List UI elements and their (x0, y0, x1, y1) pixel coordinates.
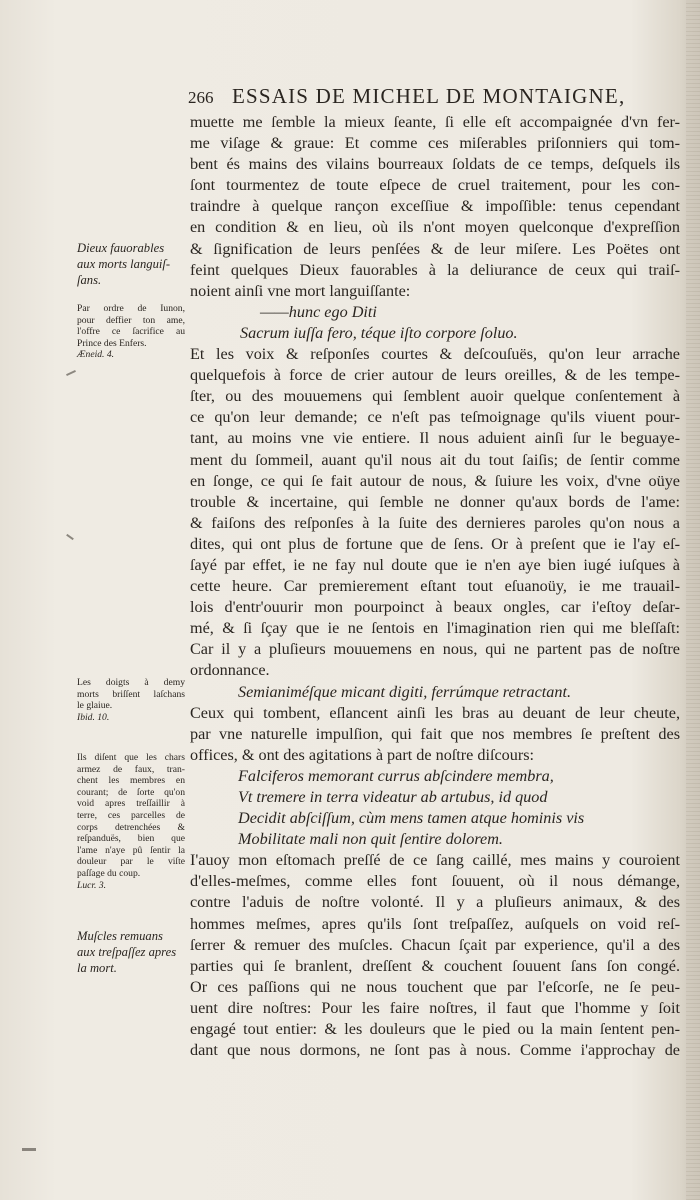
margin-note-reference: Ibid. 10. (77, 711, 110, 723)
ink-mark (66, 534, 74, 540)
margin-note-line: douleur par le viſte (77, 856, 185, 868)
margin-note-line: pour deffier ton ame, (77, 314, 185, 326)
margin-note-line: aux morts languiſ- (77, 257, 171, 271)
text-line: ment du ſommeil, auant qu'il nous ait du tout ſaiſis; de ſentir comme (190, 450, 680, 469)
text-line: hommes meſmes, apres qu'ils ſont treſpaſſez, auſquels on void reſ- (190, 914, 680, 933)
margin-note-line: armez de faux, tran- (77, 763, 185, 775)
margin-note-line: corps detrenchées & (77, 821, 185, 833)
text-line: I'auoy mon eſtomach preſſé de ce ſang caillé, mes mains y couroient (190, 851, 680, 870)
margin-note-dieux-fauorables (77, 240, 185, 288)
text-line: offices, & ont des agitations à part de noſtre diſcours: (190, 745, 535, 764)
text-line: & faiſons des reſponſes à la ſuite des dernieres paroles qu'on nous a (190, 513, 680, 532)
margin-note-line: Dieux fauorables (77, 241, 165, 255)
text-line: par vne naturelle impulſion, qui fait que nos membres ſe preſtent des (190, 724, 680, 743)
text-line: ſerrer & remuer des muſcles. Chacun ſçait par experience, qu'il a des (190, 935, 680, 954)
text-line: en condition & en lieu, où ils n'ont moyen quelconque d'expreſſion (190, 218, 680, 237)
text-line: quelquefois à force de crier autour de leurs oreilles, & de les tempe- (190, 366, 680, 385)
margin-note-line: le glaiue. (77, 700, 113, 712)
margin-note-line: la mort. (77, 961, 117, 975)
verse-line: ——hunc ego Diti (260, 302, 377, 321)
text-line: ce qu'on leur demande; ce n'eſt pas teſmoignage qu'ils viuent pour- (190, 408, 680, 427)
text-line: ſter, ou des mouuemens qui ſemblent auoir quelque conſentement à (190, 387, 680, 406)
ink-mark (66, 370, 76, 376)
ink-mark (22, 1148, 36, 1151)
verse-line: Decidit abſciſſum, cùm mens tamen atque hominis vis (238, 809, 585, 828)
page-edge (686, 0, 700, 1200)
text-line: traindre à quelque rançon exceſſiue & impoſſible: tenus cependant (190, 197, 680, 216)
margin-note-chars-armez (77, 752, 185, 891)
page-number: 266 (188, 88, 214, 107)
verse-line: Sacrum iuſſa fero, téque iſto corpore ſoluo. (240, 323, 518, 342)
margin-note-reference: Æneid. 4. (77, 349, 115, 361)
text-line: mé, & ſi ſçay que ie ne ſentois en l'imagination rien qui me bleſſaſt: (190, 619, 680, 638)
text-line: muette me ſemble la mieux ſeante, ſi elle eſt accompaignée d'vn fer- (190, 113, 680, 131)
margin-note-line: Les doigts à demy (77, 677, 185, 688)
margin-note-doigts (77, 677, 185, 723)
text-line: Or ces paſſions qui ne nous touchent que par l'eſcorſe, ne ſe peu- (190, 977, 680, 996)
verse-line: Mobilitate mali non quit ſentire dolorem. (238, 830, 503, 849)
text-line: dites, qui ont plus de fortune que de ſens. Or à preſent que ie l'ay eſ- (190, 534, 680, 553)
text-line: me viſage & graue: Et comme ces miſerables priſonniers qui tom- (190, 134, 680, 153)
text-line: Car il y a pluſieurs mouuemens en nous, qui ne partent pas de noſtre (190, 640, 680, 659)
main-text-column (190, 112, 680, 1061)
running-title: ESSAIS DE MICHEL DE MONTAIGNE, (231, 84, 626, 108)
text-line: uent dire noſtres: Pour les faire noſtres, il faut que l'homme y ſoit (190, 998, 680, 1017)
text-line: d'elles-meſmes, comme elles font ſouuent, où il nous démange, (190, 872, 680, 891)
text-line: lois d'entr'ouurir mon pourpoinct à beaux ongles, car i'eſtoy deſar- (190, 598, 680, 617)
margin-note-line: l'offre ce ſacrifice au (77, 326, 185, 338)
text-line: trouble & incertaine, qui ſemble ne donner qu'aux bords de l'ame: (190, 492, 680, 511)
text-line: dant que nous dormons, ne ſont pas à nous. Comme i'approchay de (190, 1041, 680, 1060)
text-line: ordonnance. (190, 661, 270, 680)
verse-line: Semianiméſque micant digiti, ferrúmque retractant. (238, 682, 571, 701)
margin-note-line: ſans. (77, 273, 102, 287)
text-line: tant, au moins vne vie entiere. Il nous aduient ainſi ſur le beguaye- (190, 429, 680, 448)
margin-note-junon (77, 303, 185, 361)
text-line: ſayé par effet, ie ne fay nul doute que ie n'en aye bien iugé iuſques à (190, 555, 680, 574)
text-line: feint quelques Dieux fauorables à la deliurance de ceux qui traiſ- (190, 260, 680, 279)
text-line: parties qui ſe branlent, dreſſent & couchent ſouuent ſans ſon congé. (190, 956, 680, 975)
margin-note-muscles (77, 928, 185, 976)
margin-note-line: Muſcles remuans (77, 929, 163, 943)
text-line: & ſignification de leurs penſées & de leur miſere. Les Poëtes ont (190, 239, 680, 258)
text-line: cette heure. Car premierement eſtant tout eſuanoüy, ie me trauail- (190, 577, 680, 596)
text-line: ſont tourmentez de toute eſpece de cruel traitement, pour les con- (190, 176, 680, 195)
margin-note-reference: Lucr. 3. (77, 879, 107, 891)
margin-note-line: paſſage du coup. (77, 867, 141, 879)
margin-note-line: aux treſpaſſez apres (77, 945, 177, 959)
verse-line: Falciferos memorant currus abſcindere membra, (238, 766, 554, 785)
margin-note-line: terre, ces parcelles de (77, 809, 185, 821)
margin-note-line: l'ame n'aye pû ſentir la (77, 844, 185, 856)
margin-note-line: Prince des Enfers. (77, 337, 147, 349)
running-header (188, 84, 678, 110)
margin-note-line: courant; de ſorte qu'on (77, 786, 185, 798)
text-line: Ceux qui tombent, eſlancent ainſi les bras au deuant de leur cheute, (190, 703, 680, 722)
text-line: contre l'aduis de noſtre volonté. Il y a pluſieurs animaux, & des (190, 893, 680, 912)
verse-line: Vt tremere in terra videatur ab artubus, id quod (238, 788, 548, 806)
text-line: Et les voix & reſponſes courtes & deſcouſuës, qu'on leur arrache (190, 345, 680, 364)
margin-note-line: reſpanduës, bien que (77, 833, 185, 845)
text-line: bent és mains des vilains bourreaux ſoldats de ce temps, deſquels ils (190, 155, 680, 174)
margin-note-line: Par ordre de Iunon, (77, 303, 185, 314)
margin-note-line: morts briſſent laſchans (77, 688, 185, 700)
margin-note-line: Ils diſent que les chars (77, 752, 185, 763)
text-line: engagé tout entier: & les douleurs que le pied ou la main ſentent pen- (190, 1020, 680, 1039)
text-line: en ſonge, ce qui ſe fait autour de nous, & ſuiure les voix, d'vne oüye (190, 471, 680, 490)
text-line: noient ainſi vne mort languiſſante: (190, 281, 411, 300)
margin-note-line: void apres treſſaillir à (77, 798, 185, 810)
margin-note-line: chent les membres en (77, 775, 185, 787)
